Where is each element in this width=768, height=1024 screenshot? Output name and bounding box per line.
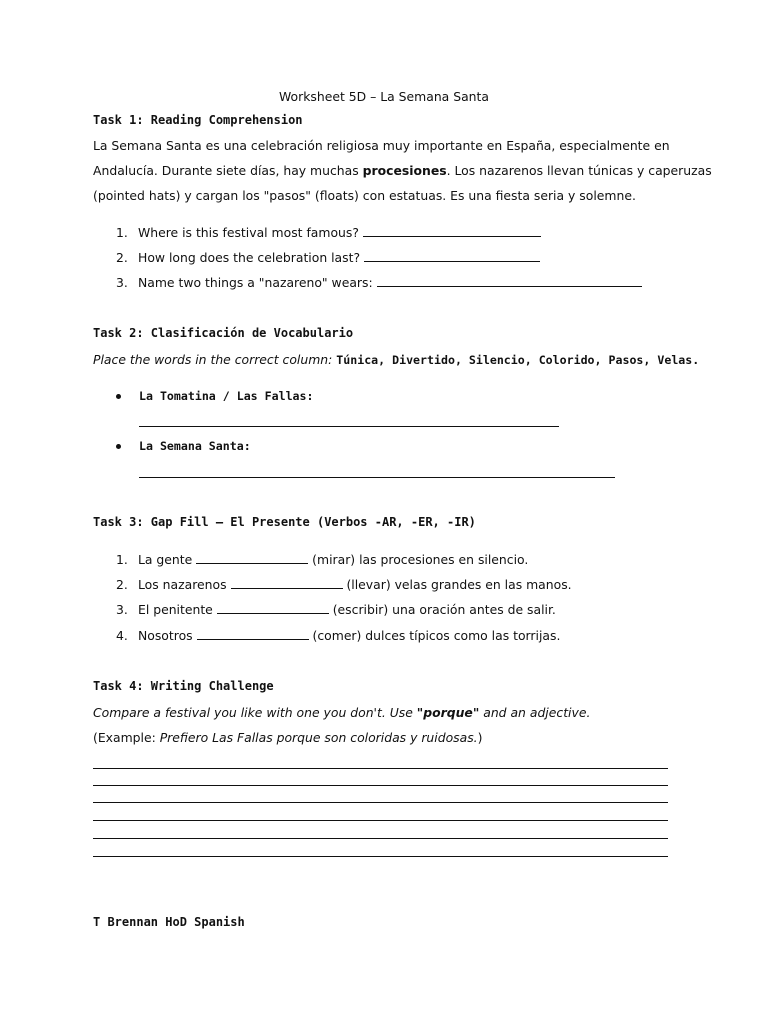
task1-heading: Task 1: Reading Comprehension — [93, 113, 303, 127]
gapfill-number: 2. — [116, 577, 128, 592]
question-text: How long does the celebration last? — [138, 250, 361, 265]
task1-paragraph-line1: La Semana Santa es una celebración religiosa muy importante en España, especialmente en — [93, 138, 670, 153]
gapfill-rest: (mirar) las procesiones en silencio. — [312, 552, 529, 567]
gapfill-rest: (llevar) velas grandes en las manos. — [346, 577, 572, 592]
bullet-icon — [116, 444, 121, 449]
gap-blank[interactable] — [197, 638, 309, 640]
category-answer-line[interactable] — [139, 426, 559, 427]
gapfill-number: 4. — [116, 628, 128, 643]
writing-line[interactable] — [93, 820, 668, 821]
category-label: La Tomatina / Las Fallas: — [139, 389, 314, 403]
question-number: 1. — [116, 225, 128, 240]
gapfill-item — [116, 628, 560, 643]
task1-para-line2-pre: Andalucía. Durante siete días, hay muchas — [93, 163, 363, 178]
keyword-porque: "porque" — [416, 705, 480, 720]
task4-instruction-post: and an adjective. — [479, 705, 591, 720]
task1-paragraph-line2 — [93, 163, 712, 178]
task4-heading: Task 4: Writing Challenge — [93, 679, 274, 693]
question-number: 3. — [116, 275, 128, 290]
writing-line[interactable] — [93, 785, 668, 786]
task2-instruction-text: Place the words in the correct column: — [93, 352, 337, 367]
writing-line[interactable] — [93, 768, 668, 769]
page-title: Worksheet 5D – La Semana Santa — [279, 89, 489, 104]
question-item — [116, 250, 540, 265]
example-post: ) — [477, 730, 483, 745]
gapfill-subject: Nosotros — [138, 628, 193, 643]
question-text: Name two things a "nazareno" wears: — [138, 275, 373, 290]
task2-instruction — [93, 352, 699, 367]
gap-blank[interactable] — [196, 562, 308, 564]
question-text: Where is this festival most famous? — [138, 225, 359, 240]
task2-word-list: Túnica, Divertido, Silencio, Colorido, Pasos, Velas. — [336, 353, 700, 367]
gapfill-rest: (escribir) una oración antes de salir. — [332, 602, 556, 617]
gapfill-subject: El penitente — [138, 602, 213, 617]
bullet-icon — [116, 394, 121, 399]
question-number: 2. — [116, 250, 128, 265]
task1-paragraph-line3: (pointed hats) y cargan los "pasos" (floats) con estatuas. Es una fiesta seria y solemne. — [93, 188, 636, 203]
gapfill-number: 3. — [116, 602, 128, 617]
keyword-procesiones: procesiones — [362, 163, 447, 178]
task4-instruction-pre: Compare a festival you like with one you don't. Use — [93, 705, 417, 720]
answer-blank[interactable] — [364, 260, 540, 262]
task3-heading: Task 3: Gap Fill – El Presente (Verbos -AR, -ER, -IR) — [93, 515, 476, 529]
example-sentence: Prefiero Las Fallas porque son coloridas y ruidosas. — [159, 730, 478, 745]
question-item — [116, 225, 541, 240]
gapfill-number: 1. — [116, 552, 128, 567]
category-answer-line[interactable] — [139, 477, 615, 478]
gapfill-rest: (comer) dulces típicos como las torrijas. — [312, 628, 561, 643]
gapfill-item — [116, 602, 556, 617]
task4-instruction — [93, 705, 590, 720]
gapfill-item — [116, 577, 572, 592]
category-label: La Semana Santa: — [139, 439, 251, 453]
gapfill-subject: La gente — [138, 552, 193, 567]
author-signature: T Brennan HoD Spanish — [93, 915, 245, 929]
answer-blank[interactable] — [363, 235, 541, 237]
gap-blank[interactable] — [231, 587, 343, 589]
answer-blank[interactable] — [377, 285, 642, 287]
gapfill-item — [116, 552, 528, 567]
writing-line[interactable] — [93, 838, 668, 839]
gapfill-subject: Los nazarenos — [138, 577, 227, 592]
writing-line[interactable] — [93, 802, 668, 803]
task4-example — [93, 730, 482, 745]
task1-para-line2-post: . Los nazarenos llevan túnicas y caperuzas — [446, 163, 712, 178]
task2-heading: Task 2: Clasificación de Vocabulario — [93, 326, 354, 340]
question-item — [116, 275, 642, 290]
example-pre: (Example: — [93, 730, 160, 745]
writing-line[interactable] — [93, 856, 668, 857]
gap-blank[interactable] — [217, 612, 329, 614]
